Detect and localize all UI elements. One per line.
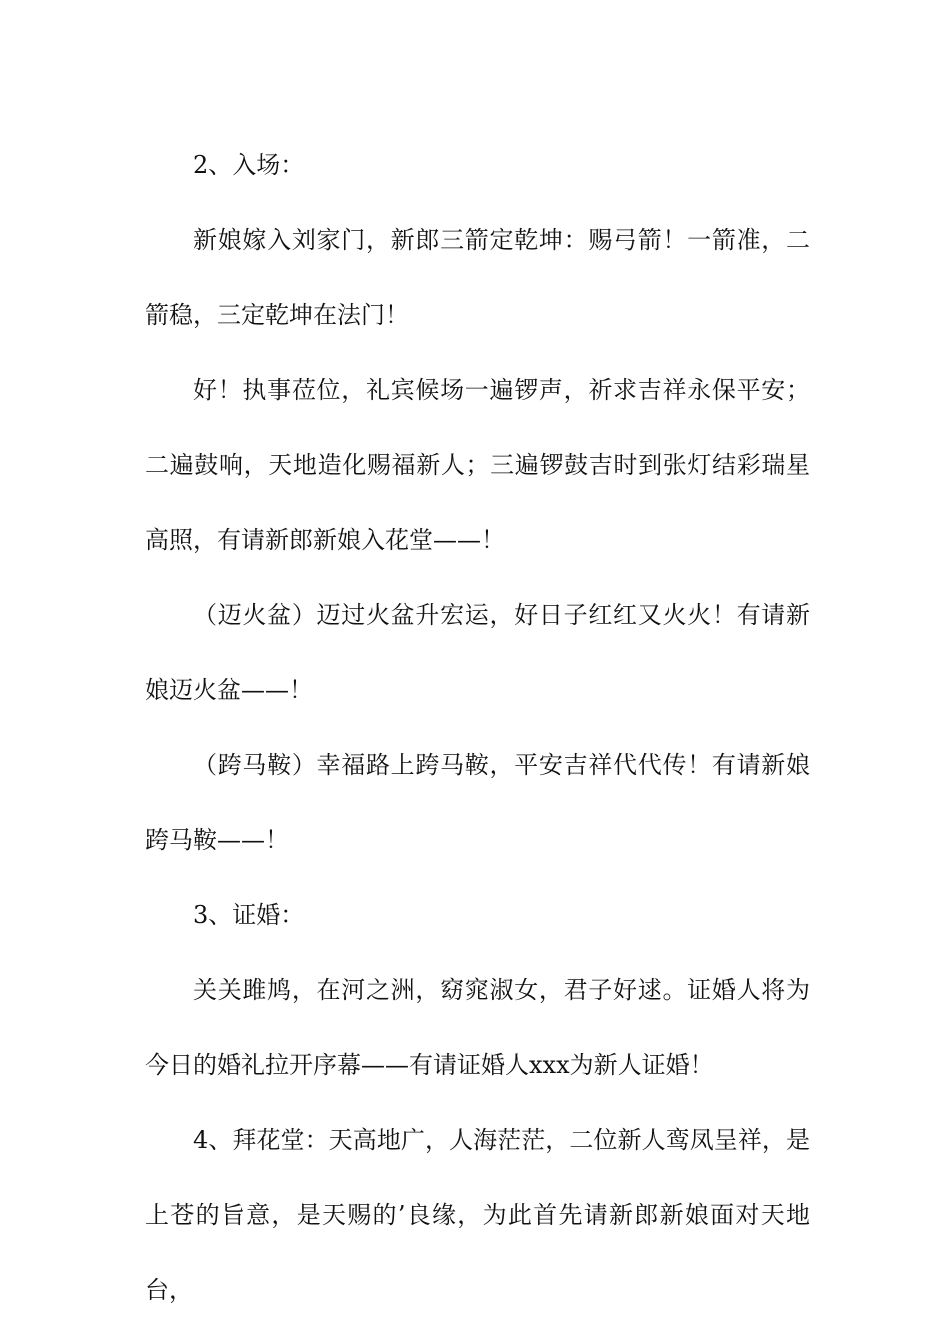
paragraph-gongs-drums: 好！执事莅位，礼宾候场一遍锣声，祈求吉祥永保平安；二遍鼓响，天地造化赐福新人；三遍锣鼓吉时到张灯结彩瑞星高照，有请新郎新娘入花堂——！ — [145, 376, 810, 554]
paragraph-witness: 关关雎鸠，在河之洲，窈窕淑女，君子好逑。证婚人将为今日的婚礼拉开序幕——有请证婚人xxx为新人证婚！ — [145, 976, 810, 1079]
paragraph-bow-ceremony: 4、拜花堂：天高地广，人海茫茫，二位新人鸾凤呈祥，是上苍的旨意，是天赐的’良缘，为此首先请新郎新娘面对天地台， — [145, 1126, 810, 1304]
paragraph-saddle: （跨马鞍）幸福路上跨马鞍，平安吉祥代代传！有请新娘跨马鞍——！ — [145, 751, 810, 854]
document-body — [145, 128, 810, 1328]
paragraph-arrows: 新娘嫁入刘家门，新郎三箭定乾坤：赐弓箭！一箭准，二箭稳，三定乾坤在法门！ — [145, 226, 810, 329]
section-heading-witness: 3、证婚： — [193, 901, 305, 929]
paragraph-fire-basin: （迈火盆）迈过火盆升宏运，好日子红红又火火！有请新娘迈火盆——！ — [145, 601, 810, 704]
section-heading-entrance: 2、入场： — [193, 151, 305, 179]
